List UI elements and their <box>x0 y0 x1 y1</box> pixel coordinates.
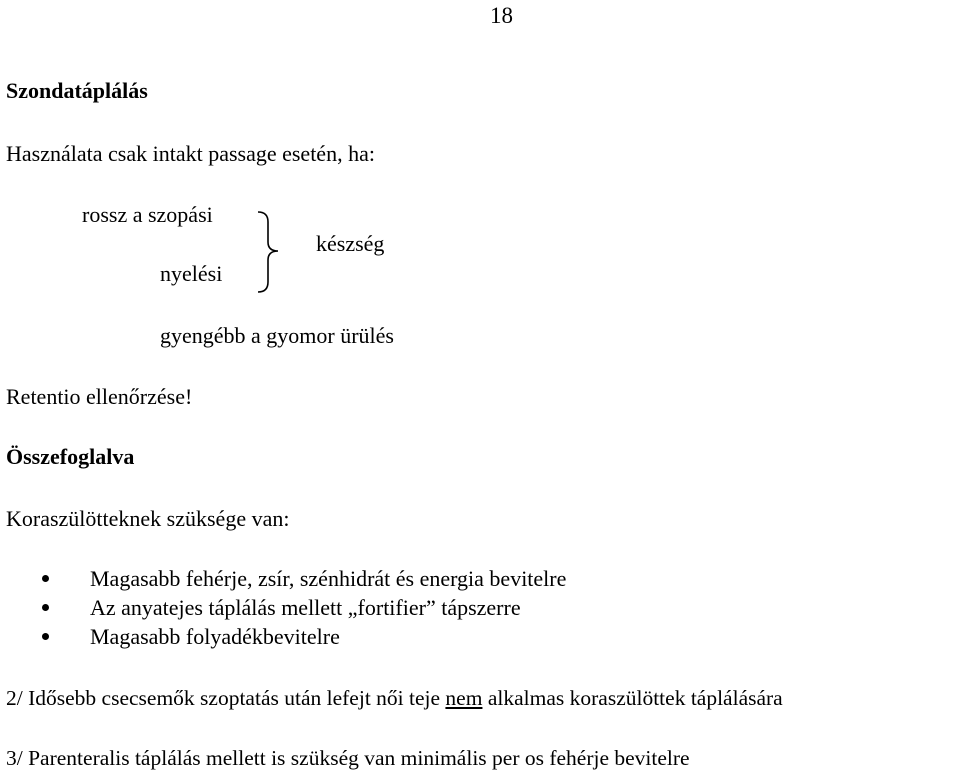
brace-joined-skill: készség <box>316 231 385 256</box>
right-brace-icon <box>254 206 286 296</box>
bullet-icon <box>42 633 49 640</box>
item-2-underlined: nem <box>445 686 483 710</box>
item-3-text: 3/ Parenteralis táplálás mellett is szükség van minimális per os fehérje bevitelre <box>6 746 690 770</box>
bullet-icon <box>42 575 49 582</box>
item-2-text <box>6 688 783 710</box>
needs-intro-text: Koraszülötteknek szüksége van: <box>6 506 290 531</box>
gastric-emptying-text: gyengébb a gyomor ürülés <box>160 323 394 348</box>
section-heading-tube-feeding: Szondatáplálás <box>6 78 148 103</box>
brace-line-swallowing: nyelési <box>160 261 223 286</box>
retention-note: Retentio ellenőrzése! <box>6 384 193 409</box>
list-item: Magasabb folyadékbevitelre <box>90 624 340 649</box>
section-heading-summary: Összefoglalva <box>6 444 135 469</box>
intro-text: Használata csak intakt passage esetén, ha: <box>6 141 375 166</box>
bullet-icon <box>42 604 49 611</box>
list-item: Az anyatejes táplálás mellett „fortifier” tápszerre <box>90 595 521 620</box>
page-number: 18 <box>490 3 513 28</box>
item-2-after: alkalmas koraszülöttek táplálására <box>482 686 783 710</box>
list-item: Magasabb fehérje, zsír, szénhidrát és energia bevitelre <box>90 566 567 591</box>
item-2-before: 2/ Idősebb csecsemők szoptatás után lefejt női teje <box>6 686 446 710</box>
brace-line-sucking: rossz a szopási <box>82 202 213 227</box>
